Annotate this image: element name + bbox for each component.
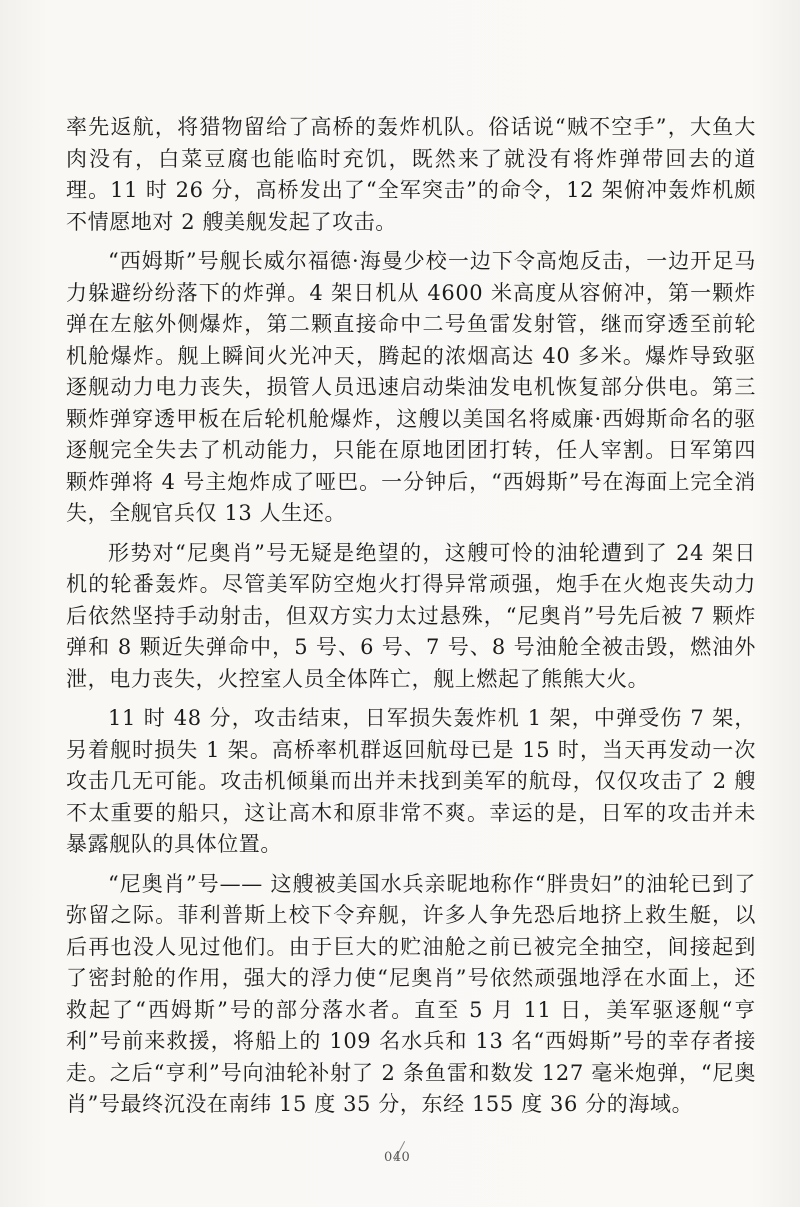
page-number: 040 [384,1150,411,1165]
paragraph-1: 率先返航，将猎物留给了高桥的轰炸机队。俗话说“贼不空手”，大鱼大肉没有，白菜豆腐也能临时充饥，既然来了就没有将炸弹带回去的道理。11 时 26 分，高桥发出了“全军突击”的命令，12 架俯冲轰炸机颇不情愿地对 2 艘美舰发起了攻击。 [66,115,756,234]
paragraph-3: 形势对“尼奥肖”号无疑是绝望的，这艘可怜的油轮遭到了 24 架日机的轮番轰炸。尽管美军防空炮火打得异常顽强，炮手在火炮丧失动力后依然坚持手动射击，但双方实力太过悬殊，“尼奥肖”号先后被 7 颗炸弹和 8 颗近失弹命中，5 号、6 号、7 号、8 号油舱全被击毁，燃油外泄，电力丧失，火控室人员全体阵亡，舰上燃起了熊熊大火。 [66,540,756,691]
paragraph-5: “尼奥肖”号—— 这艘被美国水兵亲昵地称作“胖贵妇”的油轮已到了弥留之际。菲利普斯上校下令弃舰，许多人争先恐后地挤上救生艇，以后再也没人见过他们。由于巨大的贮油舱之前已被完全抽空，间接起到了密封舱的作用，强大的浮力使“尼奥肖”号依然顽强地浮在水面上，还救起了“西姆斯”号的部分落水者。直至 5 月 11 日，美军驱逐舰“亨利”号前来救援，将船上的 109 名水兵和 13 名“西姆斯”号的幸存者接走。之后“亨利”号向油轮补射了 2 条鱼雷和数发 127 毫米炮弹，“尼奥肖”号最终沉没在南纬 15 度 35 分，东经 155 度 36 分的海域。 [66,871,756,1116]
paragraph-2: “西姆斯”号舰长威尔福德·海曼少校一边下令高炮反击，一边开足马力躲避纷纷落下的炸弹。4 架日机从 4600 米高度从容俯冲，第一颗炸弹在左舷外侧爆炸，第二颗直接命中二号鱼雷发射管，继而穿透至前轮机舱爆炸。舰上瞬间火光冲天，腾起的浓烟高达 40 多米。爆炸导致驱逐舰动力电力丧失，损管人员迅速启动柴油发电机恢复部分供电。第三颗炸弹穿透甲板在后轮机舱爆炸，这艘以美国名将威廉·西姆斯命名的驱逐舰完全失去了机动能力，只能在原地团团打转，任人宰割。日军第四颗炸弹将 4 号主炮炸成了哑巴。一分钟后，“西姆斯”号在海面上完全消失，全舰官兵仅 13 人生还。 [66,249,756,525]
paragraph-4: 11 时 48 分，攻击结束，日军损失轰炸机 1 架，中弹受伤 7 架，另着舰时损失 1 架。高桥率机群返回航母已是 15 时，当天再发动一次攻击几无可能。攻击机倾巢而出并未找到美军的航母，仅仅攻击了 2 艘不太重要的船只，这让高木和原非常不爽。幸运的是，日军的攻击并未暴露舰队的具体位置。 [66,706,756,856]
body-text [66,112,756,1129]
